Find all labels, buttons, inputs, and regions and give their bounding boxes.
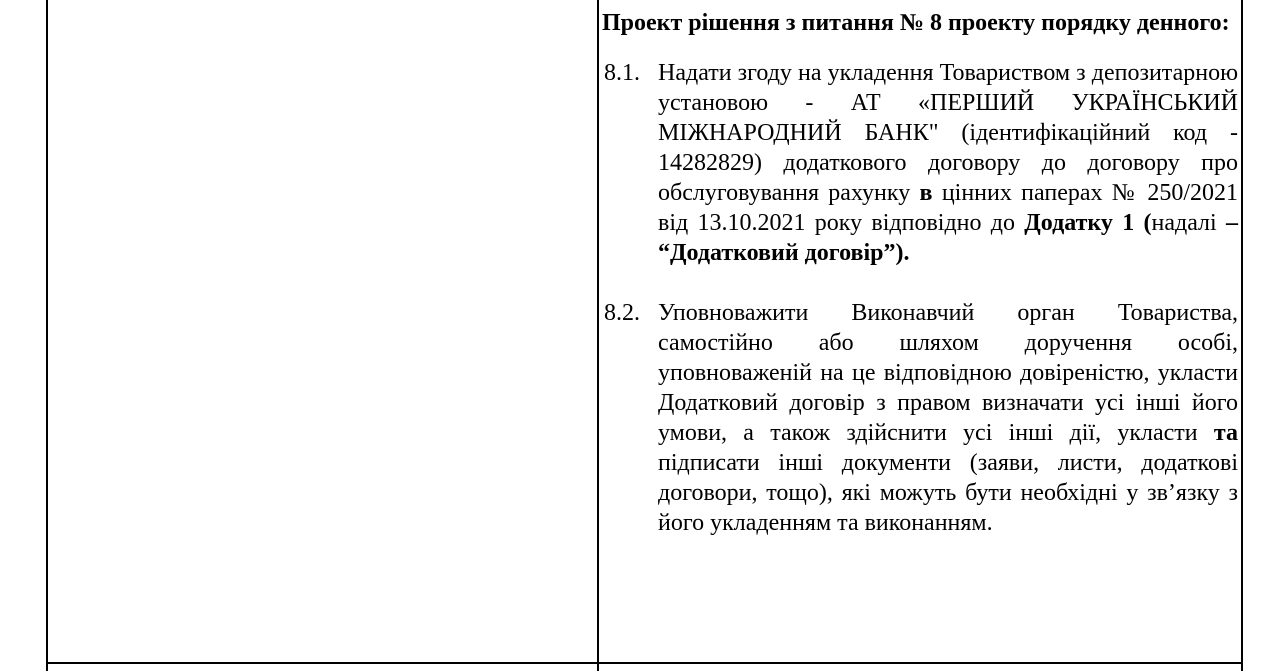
item-text-segment-bold: – “Додатковий договір”).	[658, 210, 1238, 266]
table-cell-resolution	[602, 8, 1238, 538]
item-text-segment: надалі	[1151, 210, 1226, 236]
item-text-segment-bold: в	[919, 180, 933, 206]
item-text-segment-bold: та	[1213, 420, 1238, 446]
table-row-divider-left	[46, 662, 599, 664]
item-text-segment: цінних паперах № 250/2021 від 13.10.2021 року відповідно до	[658, 180, 1238, 236]
item-text-segment: Уповноважити Виконавчий орган Товариства, самостійно або шляхом доручення особі, уповноваженій на це відповідною довіреністю, укласти Додатковий договір з правом визначати усі інші його умови, а також здійснити усі інші дії, укласти	[658, 300, 1238, 446]
resolution-item-8-2	[602, 298, 1238, 538]
resolution-item-8-1	[602, 58, 1238, 268]
table-border-left	[46, 0, 48, 671]
table-border-middle	[597, 0, 599, 671]
resolution-heading: Проект рішення з питання № 8 проекту порядку денного:	[602, 10, 1230, 36]
item-text-segment: підписати інші документи (заяви, листи, додаткові договори, тощо), які можуть бути необхідні у зв’язку з його укладенням та виконанням.	[658, 450, 1238, 536]
item-text	[658, 60, 1238, 266]
item-number: 8.1.	[604, 60, 640, 86]
item-number: 8.2.	[604, 300, 640, 326]
item-text-segment-bold: Додатку 1 (	[1024, 210, 1152, 236]
table-border-right	[1241, 0, 1243, 671]
item-text	[658, 300, 1238, 536]
table-row-divider-right	[597, 662, 1243, 664]
item-text-segment: Надати згоду на укладення Товариством з депозитарною установою - АТ «ПЕРШИЙ УКРАЇНСЬКИЙ МІЖНАРОДНИЙ БАНК" (ідентифікаційний код - 14282829) додаткового договору до договору про обслуговування рахунку	[658, 60, 1238, 206]
